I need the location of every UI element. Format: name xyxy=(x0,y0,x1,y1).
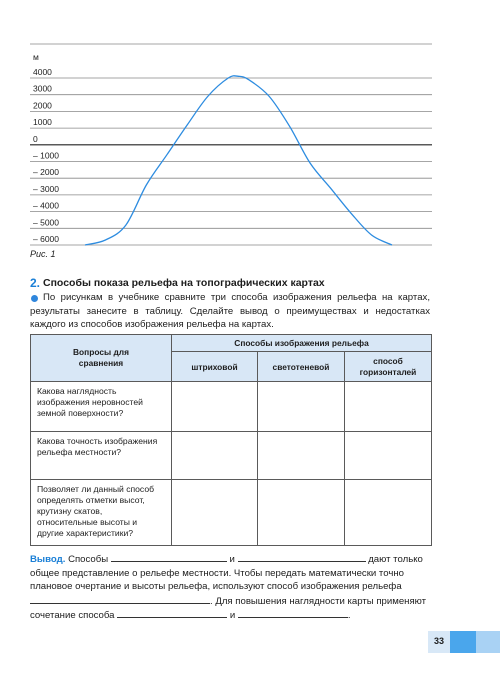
answer-cell[interactable] xyxy=(258,432,345,480)
page-tab-decoration xyxy=(450,631,476,653)
answer-blank[interactable] xyxy=(30,594,210,604)
answer-blank[interactable] xyxy=(111,552,227,562)
conclusion-text: дают только общее представление о рельефе местности. Чтобы передать математически точно плановое очертание и высоты рельефа, используют способ изображения рельефа xyxy=(30,554,423,592)
question-cell: Какова точность изображения рельефа местности? xyxy=(31,432,172,480)
header-methods-group: Способы изображения рельефа xyxy=(172,335,432,352)
answer-blank[interactable] xyxy=(238,552,366,562)
answer-cell[interactable] xyxy=(258,382,345,432)
table-row xyxy=(31,480,432,546)
answer-cell[interactable] xyxy=(172,382,258,432)
conclusion-label: Вывод. xyxy=(30,554,66,565)
section-number: 2. xyxy=(30,276,41,290)
answer-blank[interactable] xyxy=(238,608,348,618)
conclusion-text: и xyxy=(229,554,235,565)
comparison-table xyxy=(30,334,432,546)
chart-tick-labels xyxy=(33,67,59,244)
y-tick-label: – 5000 xyxy=(33,217,59,228)
answer-cell[interactable] xyxy=(172,432,258,480)
header-method-contour: способ горизонталей xyxy=(345,352,432,382)
answer-cell[interactable] xyxy=(345,382,432,432)
chart-gridlines xyxy=(30,44,432,245)
table-row xyxy=(31,382,432,432)
header-method-hachure: штриховой xyxy=(172,352,258,382)
question-cell: Какова наглядность изображения неровностей земной поверхности? xyxy=(31,382,172,432)
y-tick-label: – 1000 xyxy=(33,150,59,161)
y-tick-label: – 6000 xyxy=(33,234,59,244)
conclusion-text: . xyxy=(347,610,351,621)
answer-cell[interactable] xyxy=(345,480,432,546)
page-tab-decoration xyxy=(476,631,500,653)
table-row xyxy=(31,432,432,480)
question-cell: Позволяет ли данный способ определять отметки высот, крутизну скатов, относительные высоты и другие характеристики? xyxy=(31,480,172,546)
answer-cell[interactable] xyxy=(345,432,432,480)
y-tick-label: – 4000 xyxy=(33,200,59,211)
header-method-shading: светотеневой xyxy=(258,352,345,382)
conclusion-text: . Для повышения наглядности карты применяют сочетание способа xyxy=(30,595,427,621)
answer-cell[interactable] xyxy=(172,480,258,546)
conclusion-text: и xyxy=(229,610,236,621)
relief-profile-line xyxy=(85,76,392,245)
y-tick-label: – 3000 xyxy=(33,183,59,194)
conclusion-text: Способы xyxy=(68,554,109,565)
relief-profile-chart xyxy=(0,0,500,260)
y-tick-label: 2000 xyxy=(33,100,52,111)
answer-cell[interactable] xyxy=(258,480,345,546)
y-axis-unit-label: м xyxy=(33,52,39,62)
y-tick-label: 3000 xyxy=(33,83,52,94)
page-number: 33 xyxy=(433,636,444,646)
section-title: Способы показа рельефа на топографических картах xyxy=(43,277,325,289)
y-tick-label: 0 xyxy=(33,133,38,144)
y-tick-label: 1000 xyxy=(33,117,52,128)
conclusion-paragraph xyxy=(30,552,432,623)
answer-blank[interactable] xyxy=(117,608,227,618)
header-questions: Вопросы для сравнения xyxy=(31,335,172,382)
task-instructions: По рисункам в учебнике сравните три способа изображения рельефа на картах, результаты занесите в таблицу. Сделайте вывод о преимуществах и недостатках каждого из способов изображения рельефа на картах. xyxy=(30,292,430,330)
y-tick-label: 4000 xyxy=(33,67,52,77)
figure-caption: Рис. 1 xyxy=(30,249,56,259)
y-tick-label: – 2000 xyxy=(33,167,59,178)
